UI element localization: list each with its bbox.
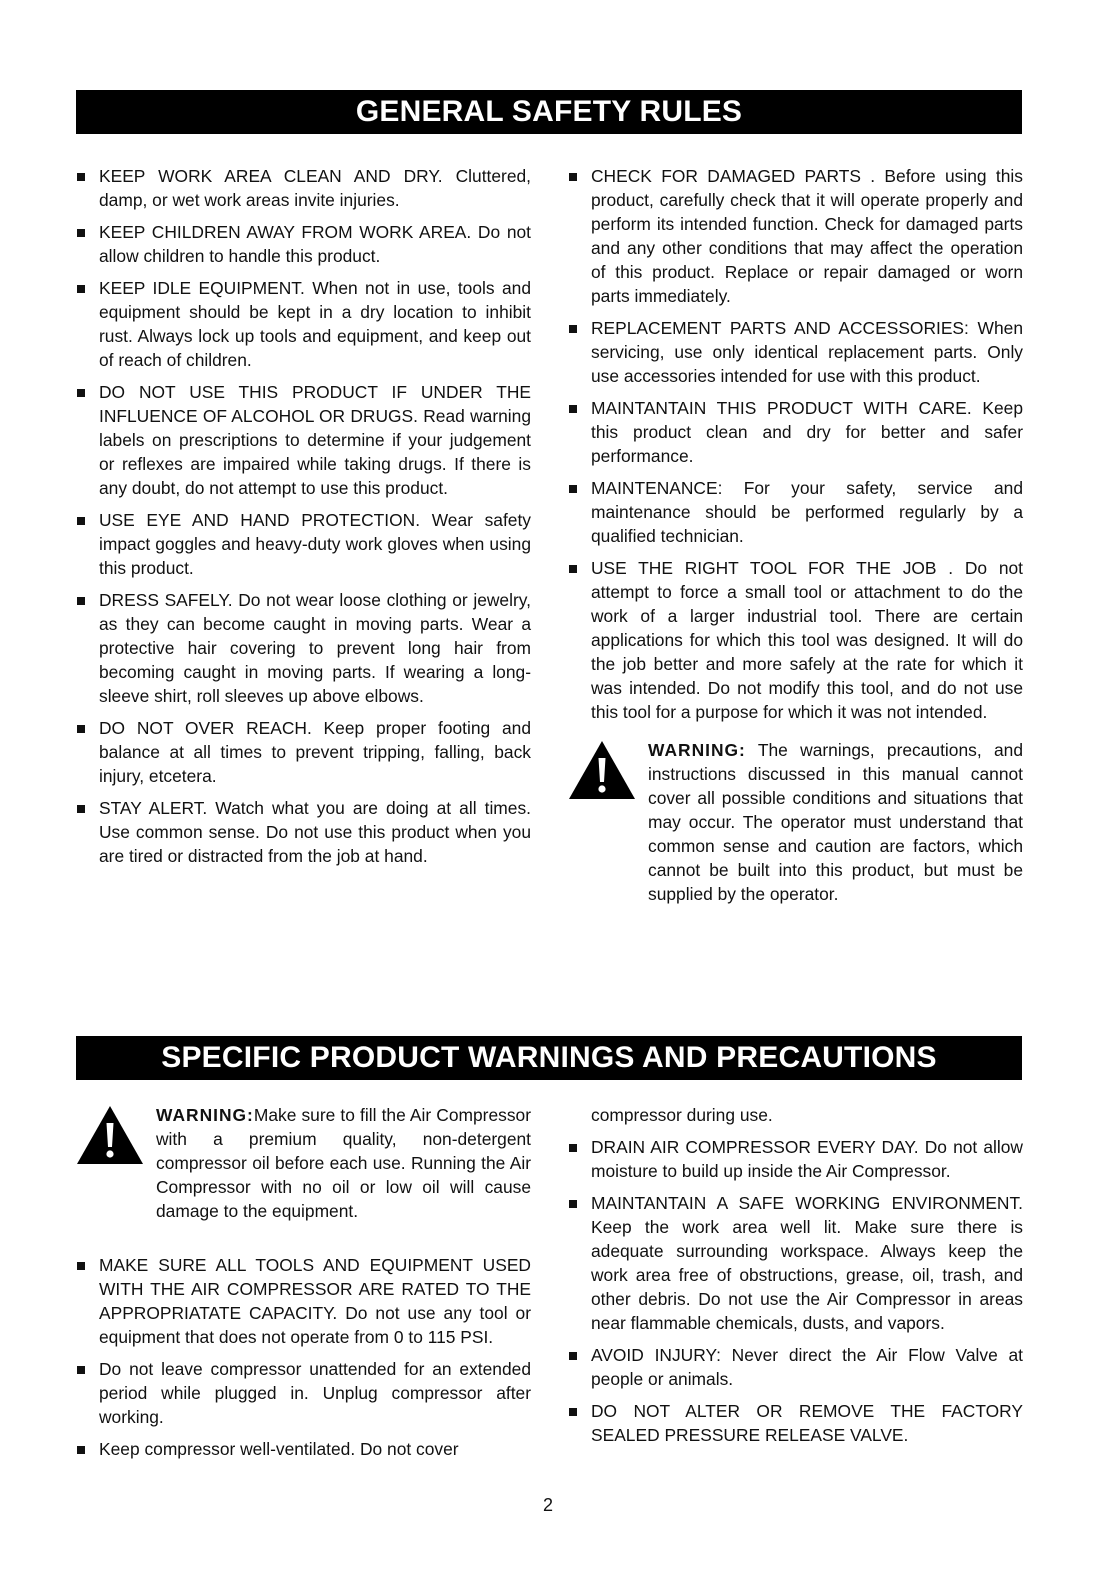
general-warning-text bbox=[648, 738, 1023, 906]
rule-text: CHECK FOR DAMAGED PARTS . Before using this product, carefully check that it will operate properly and perform its intended function. Check for damaged parts and any other conditions that may affect the operation of this product. Replace or repair damaged or worn parts immediately. bbox=[591, 166, 1023, 306]
rule-text: KEEP WORK AREA CLEAN AND DRY. Cluttered, damp, or wet work areas invite injuries. bbox=[99, 166, 531, 210]
bullet-icon bbox=[569, 173, 577, 181]
bullet-icon bbox=[569, 325, 577, 333]
rule-item bbox=[568, 1343, 1023, 1391]
rule-item bbox=[568, 556, 1023, 724]
rule-item bbox=[568, 1135, 1023, 1183]
warning-body: Make sure to fill the Air Compressor with a premium quality, non-detergent compressor oil before each use. Running the Air Compressor with no oil or low oil will cause damage to the equipment. bbox=[156, 1105, 531, 1221]
rule-item bbox=[568, 1399, 1023, 1447]
bullet-icon bbox=[77, 173, 85, 181]
rule-text: KEEP CHILDREN AWAY FROM WORK AREA. Do not allow children to handle this product. bbox=[99, 222, 531, 266]
rule-item bbox=[76, 588, 531, 708]
rule-text: Do not leave compressor unattended for an extended period while plugged in. Unplug compressor after working. bbox=[99, 1359, 531, 1427]
rule-text: Keep compressor well-ventilated. Do not cover bbox=[99, 1439, 459, 1459]
rule-item bbox=[76, 1437, 531, 1461]
bullet-icon bbox=[77, 597, 85, 605]
warning-label: WARNING: bbox=[648, 740, 746, 760]
rule-text: STAY ALERT. Watch what you are doing at all times. Use common sense. Do not use this product when you are tired or distracted from the job at hand. bbox=[99, 798, 531, 866]
rule-item bbox=[76, 380, 531, 500]
bullet-icon bbox=[569, 485, 577, 493]
warning-triangle-icon bbox=[76, 1105, 144, 1165]
bullet-icon bbox=[77, 1262, 85, 1270]
rule-text: DO NOT ALTER OR REMOVE THE FACTORY SEALED PRESSURE RELEASE VALVE. bbox=[591, 1401, 1023, 1445]
rule-item bbox=[568, 164, 1023, 308]
bullet-icon bbox=[77, 389, 85, 397]
warning-body: The warnings, precautions, and instructions discussed in this manual cannot cover all possible conditions and situations that may occur. The operator must understand that common sense and caution are factors, which cannot be built into this product, but must be supplied by the operator. bbox=[648, 740, 1023, 904]
rule-item bbox=[76, 796, 531, 868]
rule-text: MAKE SURE ALL TOOLS AND EQUIPMENT USED WITH THE AIR COMPRESSOR ARE RATED TO THE APPROPRIATATE CAPACITY. Do not use any tool or equipment that does not operate from 0 to 115 PSI. bbox=[99, 1255, 531, 1347]
bullet-icon bbox=[77, 517, 85, 525]
rule-text: USE EYE AND HAND PROTECTION. Wear safety impact goggles and heavy-duty work gloves when using this product. bbox=[99, 510, 531, 578]
rule-item bbox=[76, 508, 531, 580]
rule-text: KEEP IDLE EQUIPMENT. When not in use, tools and equipment should be kept in a dry location to inhibit rust. Always lock up tools and equipment, and keep out of reach of children. bbox=[99, 278, 531, 370]
rule-item bbox=[76, 220, 531, 268]
rule-item bbox=[76, 164, 531, 212]
bullet-icon bbox=[77, 1446, 85, 1454]
specific-warnings-left-column bbox=[76, 1103, 531, 1469]
rule-text: DRAIN AIR COMPRESSOR EVERY DAY. Do not allow moisture to build up inside the Air Compressor. bbox=[591, 1137, 1023, 1181]
bullet-icon bbox=[569, 1352, 577, 1360]
rule-text: DRESS SAFELY. Do not wear loose clothing or jewelry, as they can become caught in moving parts. Wear a protective hair covering to prevent long hair from becoming caught in moving parts. If wearing a long-sleeve shirt, roll sleeves up above elbows. bbox=[99, 590, 531, 706]
oil-warning-block bbox=[76, 1103, 531, 1223]
bullet-icon bbox=[77, 1366, 85, 1374]
warning-label: WARNING: bbox=[156, 1105, 254, 1125]
rule-item bbox=[568, 396, 1023, 468]
rule-text: REPLACEMENT PARTS AND ACCESSORIES: When servicing, use only identical replacement parts. Only use accessories intended for use with this product. bbox=[591, 318, 1023, 386]
general-rules-right-column bbox=[568, 164, 1023, 914]
bullet-icon bbox=[77, 805, 85, 813]
rule-text: DO NOT OVER REACH. Keep proper footing and balance at all times to prevent tripping, falling, back injury, etcetera. bbox=[99, 718, 531, 786]
bullet-icon bbox=[569, 565, 577, 573]
bullet-icon bbox=[569, 405, 577, 413]
rule-text: USE THE RIGHT TOOL FOR THE JOB . Do not attempt to force a small tool or attachment to do the work of a larger industrial tool. There are certain applications for which this tool was designed. It will do the job better and more safely at the rate for which it was intended. Do not modify this tool, and do not use this tool for a purpose for which it was not intended. bbox=[591, 558, 1023, 722]
rule-text: MAINTENANCE: For your safety, service and maintenance should be performed regularly by a qualified technician. bbox=[591, 478, 1023, 546]
oil-warning-text bbox=[156, 1103, 531, 1223]
rule-item bbox=[568, 476, 1023, 548]
bullet-icon bbox=[569, 1408, 577, 1416]
rule-item bbox=[76, 716, 531, 788]
rule-text: MAINTANTAIN A SAFE WORKING ENVIRONMENT. Keep the work area well lit. Make sure there is adequate surrounding workspace. Always keep the work area free of obstructions, grease, oil, trash, and other debris. Do not use the Air Compressor in areas near flammable chemicals, dusts, and vapors. bbox=[591, 1193, 1023, 1333]
rule-text: MAINTANTAIN THIS PRODUCT WITH CARE. Keep this product clean and dry for better and safer performance. bbox=[591, 398, 1023, 466]
bullet-icon bbox=[77, 229, 85, 237]
rule-text: AVOID INJURY: Never direct the Air Flow Valve at people or animals. bbox=[591, 1345, 1023, 1389]
rule-item bbox=[76, 1357, 531, 1429]
page-number: 2 bbox=[542, 1495, 553, 1515]
rule-item bbox=[568, 1191, 1023, 1335]
bullet-icon bbox=[569, 1200, 577, 1208]
section-title-general-safety-rules: GENERAL SAFETY RULES bbox=[76, 90, 1022, 134]
bullet-icon bbox=[77, 285, 85, 293]
rule-text: DO NOT USE THIS PRODUCT IF UNDER THE INFLUENCE OF ALCOHOL OR DRUGS. Read warning labels on prescriptions to determine if your judgement or reflexes are impaired while taking drugs. If there is any doubt, do not attempt to use this product. bbox=[99, 382, 531, 498]
continued-text: compressor during use. bbox=[591, 1105, 773, 1125]
bullet-icon bbox=[77, 725, 85, 733]
rule-item bbox=[76, 1253, 531, 1349]
rule-item bbox=[76, 276, 531, 372]
section-title-specific-warnings: SPECIFIC PRODUCT WARNINGS AND PRECAUTIONS bbox=[76, 1036, 1022, 1080]
general-rules-left-column bbox=[76, 164, 531, 876]
bullet-icon bbox=[569, 1144, 577, 1152]
specific-warnings-right-column bbox=[568, 1103, 1023, 1455]
rule-item bbox=[568, 316, 1023, 388]
warning-triangle-icon bbox=[568, 740, 636, 800]
general-warning-block bbox=[568, 738, 1023, 906]
